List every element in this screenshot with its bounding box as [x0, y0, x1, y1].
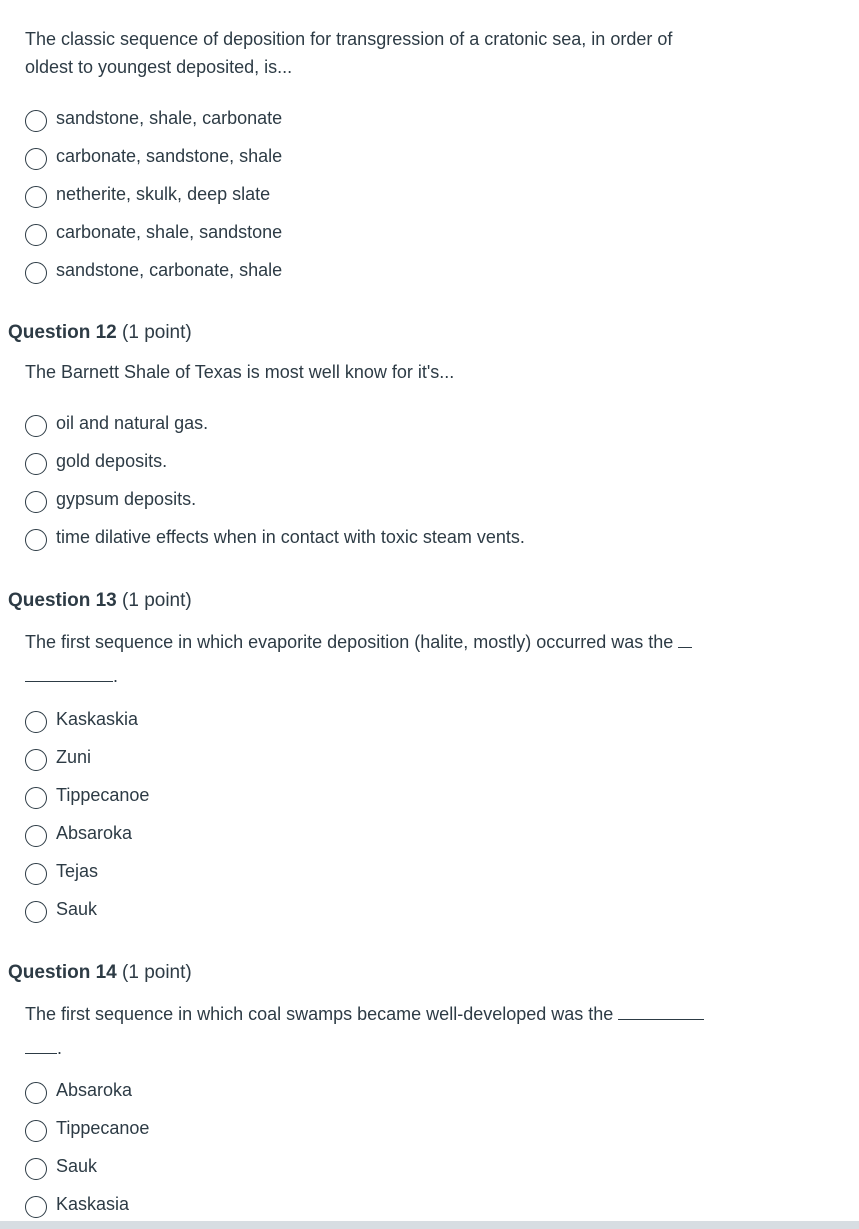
question-points: (1 point)	[122, 322, 192, 343]
radio-button[interactable]	[25, 415, 47, 437]
answer-option[interactable]: gold deposits.	[25, 442, 525, 480]
question-text: The classic sequence of deposition for transgression of a cratonic sea, in order of oldest to youngest deposited, is...	[25, 29, 673, 77]
radio-button[interactable]	[25, 787, 47, 809]
question-title: Question 13	[8, 590, 117, 611]
answer-option[interactable]: Absaroka	[25, 814, 149, 852]
answer-list	[25, 1071, 149, 1223]
fill-blank	[678, 627, 692, 648]
answer-option[interactable]: gypsum deposits.	[25, 480, 525, 518]
answer-list	[25, 404, 525, 556]
answer-option[interactable]: Kaskaskia	[25, 700, 149, 738]
answer-option[interactable]: Tejas	[25, 852, 149, 890]
answer-option[interactable]: netherite, skulk, deep slate	[25, 175, 282, 213]
answer-list	[25, 700, 149, 928]
radio-button[interactable]	[25, 1196, 47, 1218]
radio-button[interactable]	[25, 1082, 47, 1104]
question-points: (1 point)	[122, 962, 192, 983]
question-header	[8, 321, 192, 345]
radio-button[interactable]	[25, 453, 47, 475]
answer-list	[25, 99, 282, 289]
question-text: The first sequence in which evaporite deposition (halite, mostly) occurred was the .	[25, 625, 745, 693]
radio-button[interactable]	[25, 186, 47, 208]
question-points: (1 point)	[122, 590, 192, 611]
answer-option[interactable]: time dilative effects when in contact with toxic steam vents.	[25, 518, 525, 556]
radio-button[interactable]	[25, 863, 47, 885]
radio-button[interactable]	[25, 224, 47, 246]
answer-option[interactable]: Tippecanoe	[25, 776, 149, 814]
answer-option[interactable]: carbonate, shale, sandstone	[25, 213, 282, 251]
fill-blank	[25, 1033, 57, 1054]
radio-button[interactable]	[25, 491, 47, 513]
question-header	[8, 961, 192, 985]
answer-option[interactable]: oil and natural gas.	[25, 404, 525, 442]
answer-option[interactable]: Kaskasia	[25, 1185, 149, 1223]
question-title: Question 14	[8, 962, 117, 983]
answer-option[interactable]: Zuni	[25, 738, 149, 776]
answer-option[interactable]: Sauk	[25, 890, 149, 928]
question-text: The first sequence in which coal swamps became well-developed was the .	[25, 997, 745, 1065]
answer-option[interactable]: sandstone, carbonate, shale	[25, 251, 282, 289]
answer-option[interactable]: Tippecanoe	[25, 1109, 149, 1147]
radio-button[interactable]	[25, 262, 47, 284]
answer-option[interactable]: carbonate, sandstone, shale	[25, 137, 282, 175]
fill-blank	[25, 661, 113, 682]
radio-button[interactable]	[25, 148, 47, 170]
answer-option[interactable]: Absaroka	[25, 1071, 149, 1109]
radio-button[interactable]	[25, 825, 47, 847]
radio-button[interactable]	[25, 529, 47, 551]
radio-button[interactable]	[25, 1120, 47, 1142]
radio-button[interactable]	[25, 711, 47, 733]
radio-button[interactable]	[25, 1158, 47, 1180]
radio-button[interactable]	[25, 110, 47, 132]
radio-button[interactable]	[25, 901, 47, 923]
radio-button[interactable]	[25, 749, 47, 771]
question-title: Question 12	[8, 322, 117, 343]
question-header	[8, 589, 192, 613]
fill-blank	[618, 999, 704, 1020]
answer-option[interactable]: Sauk	[25, 1147, 149, 1185]
bottom-scroll-edge	[0, 1221, 859, 1229]
answer-option[interactable]: sandstone, shale, carbonate	[25, 99, 282, 137]
question-text: The Barnett Shale of Texas is most well know for it's...	[25, 362, 455, 382]
